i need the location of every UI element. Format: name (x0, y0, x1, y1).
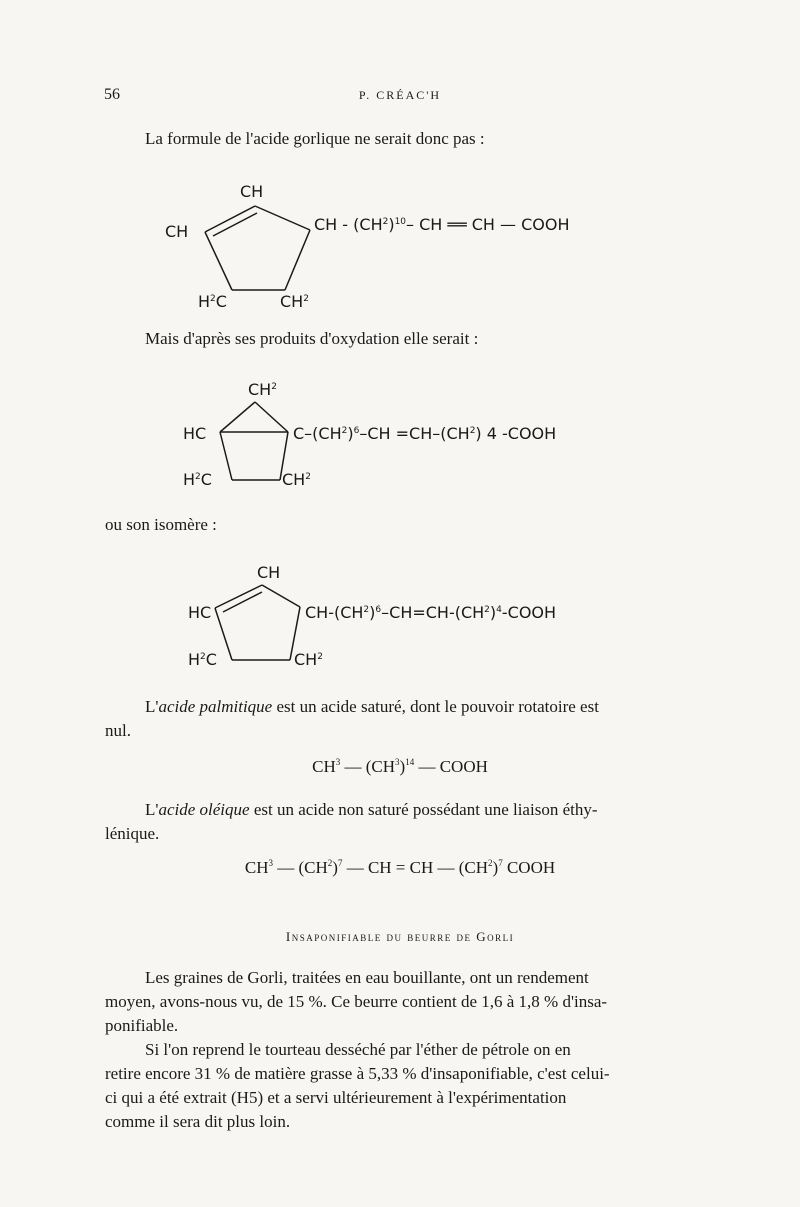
s1-bottom-right: $CH^2$ (280, 292, 309, 311)
para2-line1: Si l'on reprend le tourteau desséché par l'éther de pétrole on en (145, 1040, 571, 1059)
s3-top: CH (257, 563, 281, 582)
running-title: P. CRÉAC'H (358, 88, 442, 102)
para2-line3: ci qui a été extrait (H5) et a servi ultérieurement à l'expérimentation (105, 1088, 567, 1107)
s3-bottom-left: $H^2C$ (188, 650, 217, 669)
oleique-line1: L'acide oléique est un acide non saturé possédant une liaison éthy- (145, 800, 598, 819)
s1-chain: CH - $(CH^2)^{10}-$ CH ══ CH — COOH (314, 215, 570, 234)
s3-left: HC (188, 603, 212, 622)
s1-top: CH (240, 182, 264, 201)
oleique-formula: $CH^3$ — $(CH^2)^7$ — CH = CH — $(CH^2)^7$ COOH (244, 858, 556, 877)
s2-top: $CH^2$ (248, 380, 277, 399)
palmitique-formula: $CH^3$ — $(CH^3)^{14}$ — COOH (312, 757, 488, 776)
oleique-line2: lénique. (105, 824, 160, 843)
mais-line: Mais d'après ses produits d'oxydation elle serait : (145, 329, 479, 348)
page-number: 56 (104, 86, 120, 103)
intro-line: La formule de l'acide gorlique ne serait donc pas : (145, 129, 485, 148)
s2-bottom-right: $CH^2$ (282, 470, 311, 489)
s1-bottom-left: $H^2C$ (198, 292, 227, 311)
s3-chain: $CH-(CH^2)^6-CH=CH-(CH^2)^4$-COOH (305, 603, 557, 622)
s2-chain: $C-(CH^2)^6-CH =CH-(CH^2)$ 4 -COOH (293, 424, 557, 443)
para1-line1: Les graines de Gorli, traitées en eau bouillante, ont un rendement (145, 968, 589, 987)
para1-line2: moyen, avons-nous vu, de 15 %. Ce beurre contient de 1,6 à 1,8 % d'insa- (105, 992, 608, 1011)
s1-left: CH (165, 222, 189, 241)
palmitique-term: acide palmitique (158, 697, 273, 716)
palmitique-line2: nul. (105, 721, 131, 740)
s3-bottom-right: $CH^2$ (294, 650, 323, 669)
palmitique-line1: L'acide palmitique est un acide saturé, dont le pouvoir rotatoire est (145, 697, 599, 716)
s2-left: HC (183, 424, 207, 443)
para2-line4: comme il sera dit plus loin. (105, 1112, 291, 1131)
section-title: Insaponifiable du beurre de Gorli (285, 929, 515, 944)
s2-bottom-left: $H^2C$ (183, 470, 212, 489)
isomere-line: ou son isomère : (105, 515, 217, 534)
para1-line3: ponifiable. (105, 1016, 179, 1035)
oleique-term: acide oléique (158, 800, 250, 819)
para2-line2: retire encore 31 % de matière grasse à 5,33 % d'insaponifiable, c'est celui- (105, 1064, 610, 1083)
